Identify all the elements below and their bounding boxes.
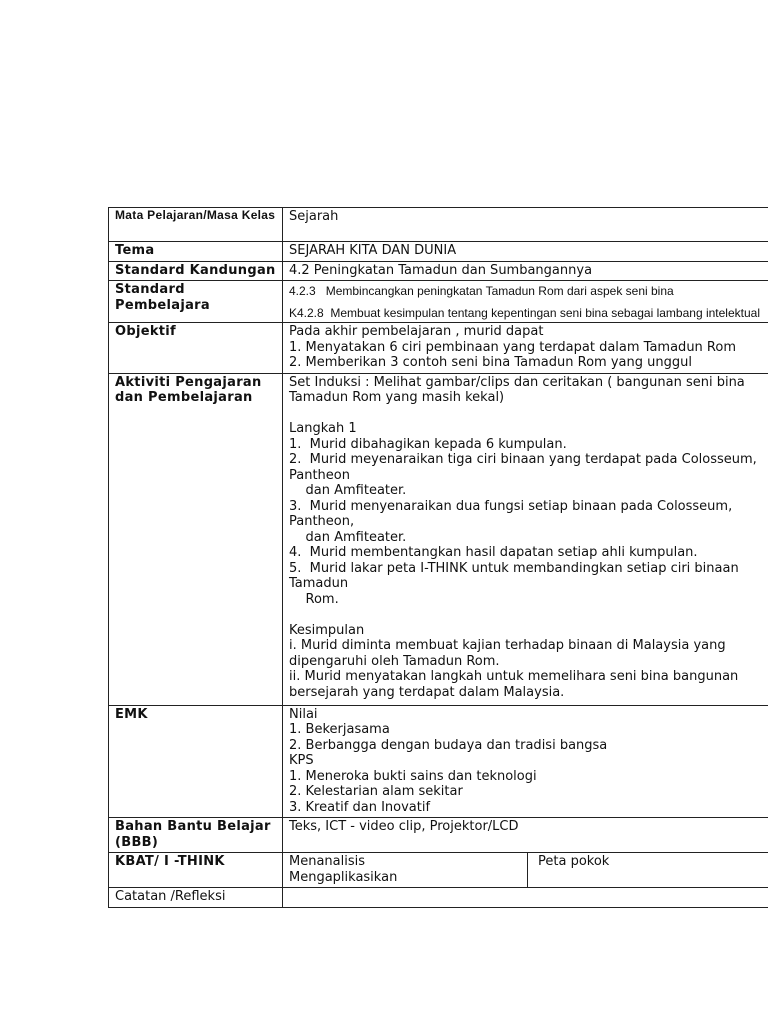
row-subject: [109, 208, 768, 242]
label-bbb: Bahan Bantu Belajar (BBB): [109, 818, 283, 853]
emk-line: KPS: [289, 753, 314, 768]
emk-line: 2. Kelestarian alam sekitar: [289, 784, 463, 799]
label-catatan: Catatan /Refleksi: [109, 888, 283, 908]
kesimpulan-title: Kesimpulan: [289, 622, 365, 638]
value-catatan: [283, 888, 768, 908]
objektif-line: 2. Memberikan 3 contoh seni bina Tamadun Rom yang unggul: [289, 355, 692, 370]
langkah-step: 1. Murid dibahagikan kepada 6 kumpulan.: [289, 436, 567, 452]
value-objektif: [283, 323, 768, 374]
lesson-plan-table: [108, 207, 768, 908]
label-emk: EMK: [109, 705, 283, 818]
langkah-step: 4. Murid membentangkan hasil dapatan setiap ahli kumpulan.: [289, 545, 698, 560]
label-aktiviti: Aktiviti Pengajaran dan Pembelajaran: [109, 373, 283, 705]
sp-line: K4.2.8 Membuat kesimpulan tentang kepentingan seni bina sebagai lambang intelektual: [289, 305, 760, 320]
langkah-step: 2. Murid meyenaraikan tiga ciri binaan yang terdapat pada Colosseum, Pantheon: [289, 452, 761, 483]
value-tema: SEJARAH KITA DAN DUNIA: [283, 242, 768, 262]
value-standard-kandungan: 4.2 Peningkatan Tamadun dan Sumbangannya: [283, 261, 768, 281]
row-bbb: [109, 818, 768, 853]
row-tema: [109, 242, 768, 262]
langkah-step: 3. Murid menyenaraikan dua fungsi setiap binaan pada Colosseum, Pantheon,: [289, 498, 737, 529]
langkah-step: dan Amfiteater.: [289, 529, 407, 545]
objektif-line: Pada akhir pembelajaran , murid dapat: [289, 324, 544, 339]
emk-line: 2. Berbangga dengan budaya dan tradisi bangsa: [289, 737, 608, 753]
label-objektif: Objektif: [109, 323, 283, 374]
aktiviti-intro: Set Induksi : Melihat gambar/clips dan ceritakan ( bangunan seni bina Tamadun Rom yang masih kekal): [289, 374, 749, 405]
row-catatan: [109, 888, 768, 908]
row-aktiviti: [109, 373, 768, 705]
value-subject: Sejarah: [283, 208, 768, 242]
langkah-step: Rom.: [289, 591, 339, 607]
label-standard-pembelajaran: Standard Pembelajara: [109, 281, 283, 323]
kbat-line: Menanalisis: [289, 854, 366, 869]
value-bbb: Teks, ICT - video clip, Projektor/LCD: [283, 818, 768, 853]
sp-line: 4.2.3 Membincangkan peningkatan Tamadun Rom dari aspek seni bina: [289, 284, 674, 298]
label-tema: Tema: [109, 242, 283, 262]
emk-line: Nilai: [289, 706, 318, 722]
langkah-title: Langkah 1: [289, 421, 357, 436]
value-emk: [283, 705, 768, 818]
emk-line: 1. Meneroka bukti sains dan teknologi: [289, 768, 537, 784]
row-kbat: [109, 853, 768, 888]
row-objektif: [109, 323, 768, 374]
label-kbat: KBAT/ I -THINK: [109, 853, 283, 888]
kesimpulan-line: i. Murid diminta membuat kajian terhadap binaan di Malaysia yang dipengaruhi oleh Tamadun Rom.: [289, 638, 730, 669]
kbat-line: Mengaplikasikan: [289, 869, 398, 885]
emk-line: 1. Bekerjasama: [289, 722, 390, 737]
objektif-line: 1. Menyatakan 6 ciri pembinaan yang terdapat dalam Tamadun Rom: [289, 339, 736, 355]
value-kbat-col1: [283, 853, 528, 888]
langkah-step: 5. Murid lakar peta I-THINK untuk membandingkan setiap ciri binaan Tamadun: [289, 560, 743, 591]
value-kbat-col2: Peta pokok: [528, 853, 768, 888]
row-emk: [109, 705, 768, 818]
row-standard-pembelajaran: [109, 281, 768, 323]
row-standard-kandungan: [109, 261, 768, 281]
langkah-step: dan Amfiteater.: [289, 483, 407, 498]
emk-line: 3. Kreatif dan Inovatif: [289, 799, 431, 815]
kesimpulan-line: ii. Murid menyatakan langkah untuk memelihara seni bina bangunan bersejarah yang terdapat dalam Malaysia.: [289, 669, 743, 700]
label-subject: Mata Pelajaran/Masa Kelas: [109, 208, 283, 242]
value-standard-pembelajaran: [283, 281, 768, 323]
value-aktiviti: [283, 373, 768, 705]
label-standard-kandungan: Standard Kandungan: [109, 261, 283, 281]
